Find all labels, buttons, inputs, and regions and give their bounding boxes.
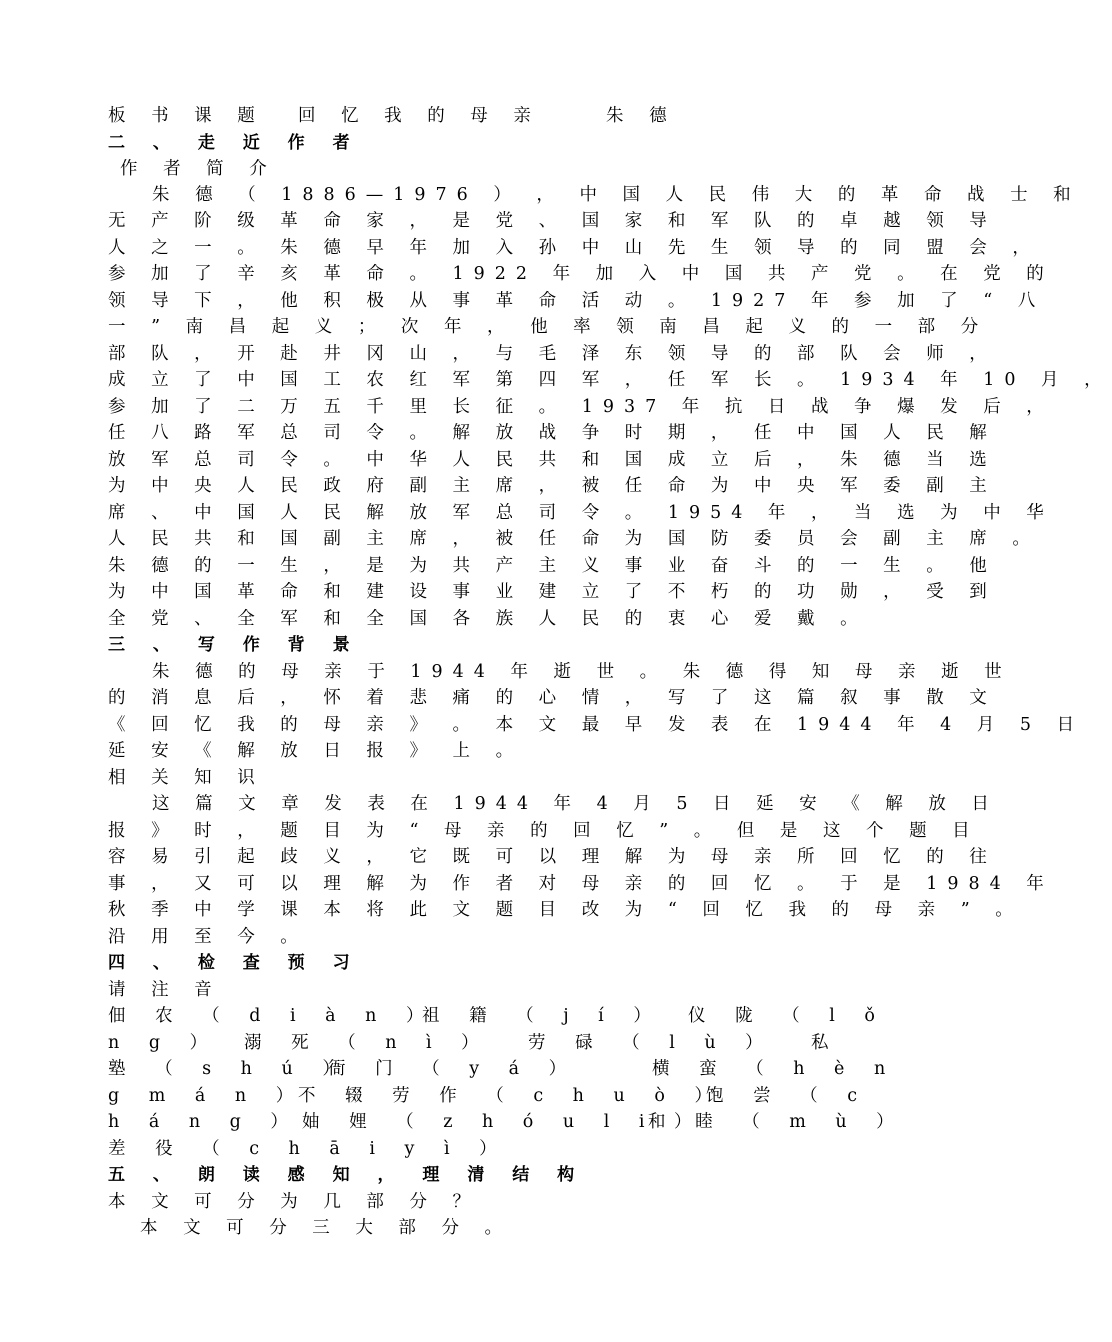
paragraph-line: 容 易 引 起 歧 义 ， 它 既 可 以 理 解 为 母 亲 所 回 忆 的 往	[108, 847, 997, 867]
paragraph-line: 人 之 一 。 朱 德 早 年 加 入 孙 中 山 先 生 领 导 的 同 盟 会 ，	[108, 238, 1040, 258]
pinyin-item: 溺 死 （ n ì ）	[244, 1033, 491, 1053]
pinyin-item: 衙 门 （ y á ）	[328, 1059, 579, 1079]
pinyin-item: 私	[811, 1033, 841, 1053]
pinyin-item: 仪 陇 （ l ǒ	[688, 1006, 887, 1026]
lesson-author: 朱 德	[606, 106, 677, 126]
pinyin-item: 妯 娌 （ z h ó u l i ）	[302, 1112, 704, 1132]
paragraph-line: 成 立 了 中 国 工 农 红 军 第 四 军 ， 任 军 长 。 1934 年 10 月 ，	[108, 370, 1112, 390]
paragraph-line: 全 党 、 全 军 和 全 国 各 族 人 民 的 衷 心 爱 戴 。	[108, 609, 868, 629]
pinyin-subheading: 请 注 音	[108, 980, 222, 1000]
pinyin-item: 和 睦 （ m ù ）	[648, 1112, 906, 1132]
pinyin-item: 饱 尝 （ c	[706, 1086, 869, 1106]
paragraph-line: 朱 德 的 一 生 ， 是 为 共 产 主 义 事 业 奋 斗 的 一 生 。 他	[108, 556, 997, 576]
paragraph-line: 朱 德 的 母 亲 于 1944 年 逝 世 。 朱 德 得 知 母 亲 逝 世	[152, 662, 1012, 682]
paragraph-line: 领 导 下 ， 他 积 极 从 事 革 命 活 动 。 1927 年 参 加 了 “ 八	[108, 291, 1046, 311]
author-intro-subheading: 作 者 简 介	[120, 159, 277, 179]
paragraph-line: 这 篇 文 章 发 表 在 1944 年 4 月 5 日 延 安 《 解 放 日	[152, 794, 999, 814]
pinyin-item: 佃 农 （ d i à n ）	[108, 1006, 436, 1026]
pinyin-row	[108, 1083, 869, 1109]
pinyin-item: 塾 （ s h ú ）	[108, 1059, 352, 1079]
section-heading-5: 五 、 朗 读 感 知 ， 理 清 结 构	[108, 1165, 586, 1185]
section-heading-4: 四 、 检 查 预 习	[108, 953, 361, 973]
paragraph-line: 一 ” 南 昌 起 义 ； 次 年 ， 他 率 领 南 昌 起 义 的 一 部 分	[108, 317, 989, 337]
answer-line: 本 文 可 分 三 大 部 分 。	[140, 1218, 513, 1238]
question-line: 本 文 可 分 为 几 部 分 ？	[108, 1192, 481, 1212]
pinyin-item: n g ）	[108, 1033, 220, 1053]
paragraph-line: 朱 德 （ 1886—1976 ） ， 中 国 人 民 伟 大 的 革 命 战 士 和	[152, 185, 1081, 205]
pinyin-item: g m á n ）	[108, 1086, 306, 1106]
lesson-title: 回 忆 我 的 母 亲	[298, 106, 541, 126]
paragraph-line: 无 产 阶 级 革 命 家 ， 是 党 、 国 家 和 军 队 的 卓 越 领 导	[108, 211, 997, 231]
pinyin-row	[108, 1030, 841, 1056]
pinyin-item: 祖 籍 （ j í ）	[422, 1006, 663, 1026]
pinyin-item: 差 役 （ c h ā i y ì ）	[108, 1139, 509, 1159]
pinyin-item: 横 蛮 （ h è n	[652, 1059, 898, 1079]
paragraph-line: 为 中 央 人 民 政 府 副 主 席 ， 被 任 命 为 中 央 军 委 副 主	[108, 476, 997, 496]
title-label: 板 书 课 题	[108, 106, 265, 126]
paragraph-line: 参 加 了 二 万 五 千 里 长 征 。 1937 年 抗 日 战 争 爆 发 后 ，	[108, 397, 1054, 417]
pinyin-item: h á n g ）	[108, 1112, 300, 1132]
pinyin-row	[108, 1056, 898, 1082]
paragraph-line: 任 八 路 军 总 司 令 。 解 放 战 争 时 期 ， 任 中 国 人 民 解	[108, 423, 997, 443]
paragraph-line: 放 军 总 司 令 。 中 华 人 民 共 和 国 成 立 后 ， 朱 德 当 选	[108, 450, 997, 470]
paragraph-line: 沿 用 至 今 。	[108, 927, 308, 947]
paragraph-line: 延 安 《 解 放 日 报 》 上 。	[108, 741, 524, 761]
related-knowledge-subheading: 相 关 知 识	[108, 768, 265, 788]
paragraph-line: 事 ， 又 可 以 理 解 为 作 者 对 母 亲 的 回 忆 。 于 是 1984 年	[108, 874, 1054, 894]
pinyin-row	[108, 1136, 838, 1162]
paragraph-line: 秋 季 中 学 课 本 将 此 文 题 目 改 为 “ 回 忆 我 的 母 亲 ” 。	[108, 900, 1023, 920]
pinyin-item: 劳 碌 （ l ù ）	[528, 1033, 775, 1053]
paragraph-line: 席 、 中 国 人 民 解 放 军 总 司 令 。 1954 年 ， 当 选 为 中 华	[108, 503, 1054, 523]
section-heading-3: 三 、 写 作 背 景	[108, 635, 361, 655]
paragraph-line: 人 民 共 和 国 副 主 席 ， 被 任 命 为 国 防 委 员 会 副 主 席 。	[108, 529, 1040, 549]
paragraph-line: 部 队 ， 开 赴 井 冈 山 ， 与 毛 泽 东 领 导 的 部 队 会 师 ，	[108, 344, 997, 364]
paragraph-line: 参 加 了 辛 亥 革 命 。 1922 年 加 入 中 国 共 产 党 。 在 党 的	[108, 264, 1054, 284]
paragraph-line: 报 》 时 ， 题 目 为 “ 母 亲 的 回 忆 ” 。 但 是 这 个 题 目	[108, 821, 980, 841]
paragraph-line: 《 回 忆 我 的 母 亲 》 。 本 文 最 早 发 表 在 1944 年 4 月 5 日	[108, 715, 1085, 735]
section-heading-2: 二 、 走 近 作 者	[108, 133, 361, 153]
paragraph-line: 的 消 息 后 ， 怀 着 悲 痛 的 心 情 ， 写 了 这 篇 叙 事 散 文	[108, 688, 997, 708]
paragraph-line: 为 中 国 革 命 和 建 设 事 业 建 立 了 不 朽 的 功 勋 ， 受 到	[108, 582, 997, 602]
pinyin-row	[108, 1109, 906, 1135]
pinyin-item: 不 辍 劳 作 （ c h u ò ）	[298, 1086, 724, 1106]
pinyin-row	[108, 1003, 887, 1029]
